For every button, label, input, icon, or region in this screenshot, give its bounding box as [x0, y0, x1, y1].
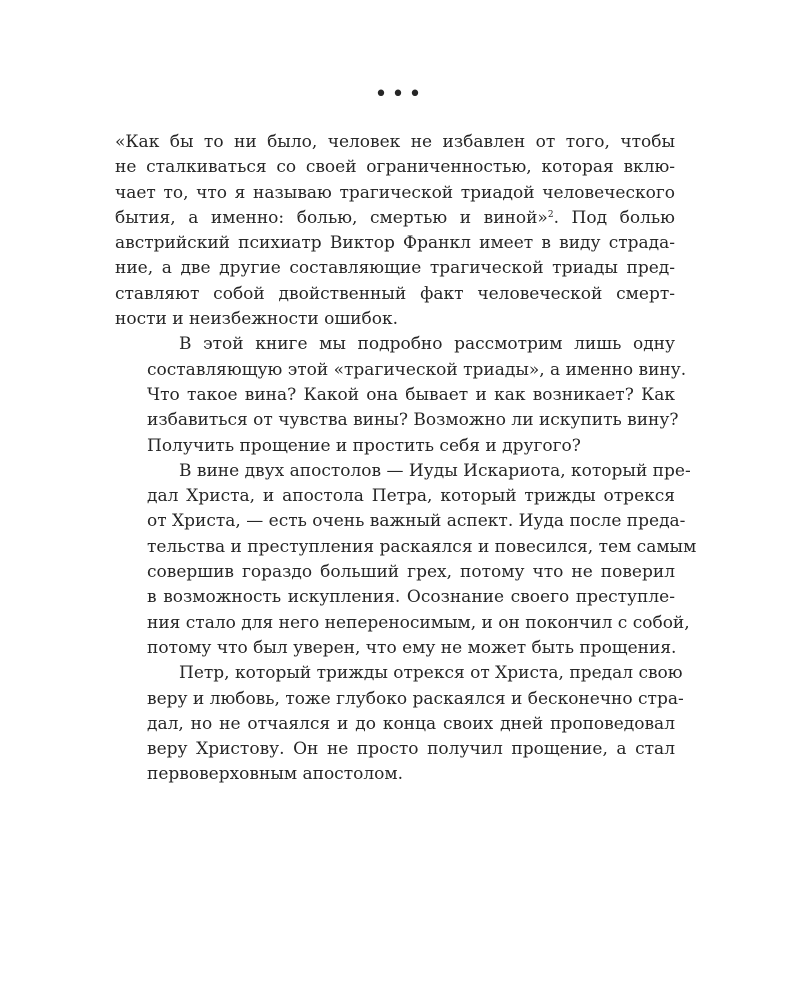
text-line-with-footnote — [115, 206, 675, 231]
text-line: чает то, что я называю трагической триадой человеческого — [115, 182, 675, 203]
text-line: ставляют собой двойственный факт человеческой смерт- — [115, 283, 675, 304]
text-line: тельства и преступления раскаялся и повесился, тем самым — [147, 536, 697, 557]
text-line: избавиться от чувства вины? Возможно ли искупить вину? — [147, 410, 679, 431]
text-line: ния стало для него непереносимым, и он покончил с собой, — [147, 612, 690, 633]
paragraph-1 — [115, 130, 675, 332]
text-line: австрийский психиатр Виктор Франкл имеет в виду страда- — [115, 233, 675, 254]
text-line: не сталкиваться со своей ограниченностью, которая вклю- — [115, 157, 675, 178]
text-line: совершив гораздо больший грех, потому что не поверил — [147, 562, 675, 583]
text-line: дал Христа, и апостола Петра, который трижды отрекся — [147, 486, 675, 507]
paragraph-3 — [115, 459, 697, 661]
text-line: Получить прощение и простить себя и другого? — [147, 435, 581, 456]
text-line: веру и любовь, тоже глубоко раскаялся и бесконечно стра- — [147, 688, 684, 709]
body-text — [115, 130, 697, 788]
text-line: в возможность искупления. Осознание своего преступле- — [147, 587, 675, 608]
text-line: потому что был уверен, что ему не может быть прощения. — [147, 637, 677, 658]
text-line: составляющую этой «трагической триады», а именно вину. — [147, 359, 687, 380]
paragraph-2 — [115, 332, 687, 458]
text-line: Что такое вина? Какой она бывает и как возникает? Как — [147, 384, 675, 405]
text-line: от Христа, — есть очень важный аспект. Иуда после преда- — [147, 511, 686, 532]
text-line: бытия, а именно: болью, смертью и виной» — [115, 207, 548, 228]
footnote-reference[interactable]: 2 — [547, 209, 554, 220]
text-line: В вине двух апостолов — Иуды Искариота, который пре- — [179, 460, 691, 481]
text-line-continuation: . Под болью — [553, 207, 675, 228]
text-line: ние, а две другие составляющие трагической триады пред- — [115, 258, 675, 279]
text-line: «Как бы то ни было, человек не избавлен от того, чтобы — [115, 132, 675, 152]
section-ornament: ••• — [374, 82, 426, 107]
text-line: первоверховным апостолом. — [147, 764, 403, 785]
text-line: ности и неизбежности ошибок. — [115, 309, 398, 330]
paragraph-4 — [115, 661, 684, 787]
text-line: веру Христову. Он не просто получил прощение, а стал — [147, 739, 675, 760]
text-line: В этой книге мы подробно рассмотрим лишь одну — [179, 334, 675, 355]
text-line: Петр, который трижды отрекся от Христа, предал свою — [179, 663, 683, 684]
text-line: дал, но не отчаялся и до конца своих дней проповедовал — [147, 713, 675, 734]
